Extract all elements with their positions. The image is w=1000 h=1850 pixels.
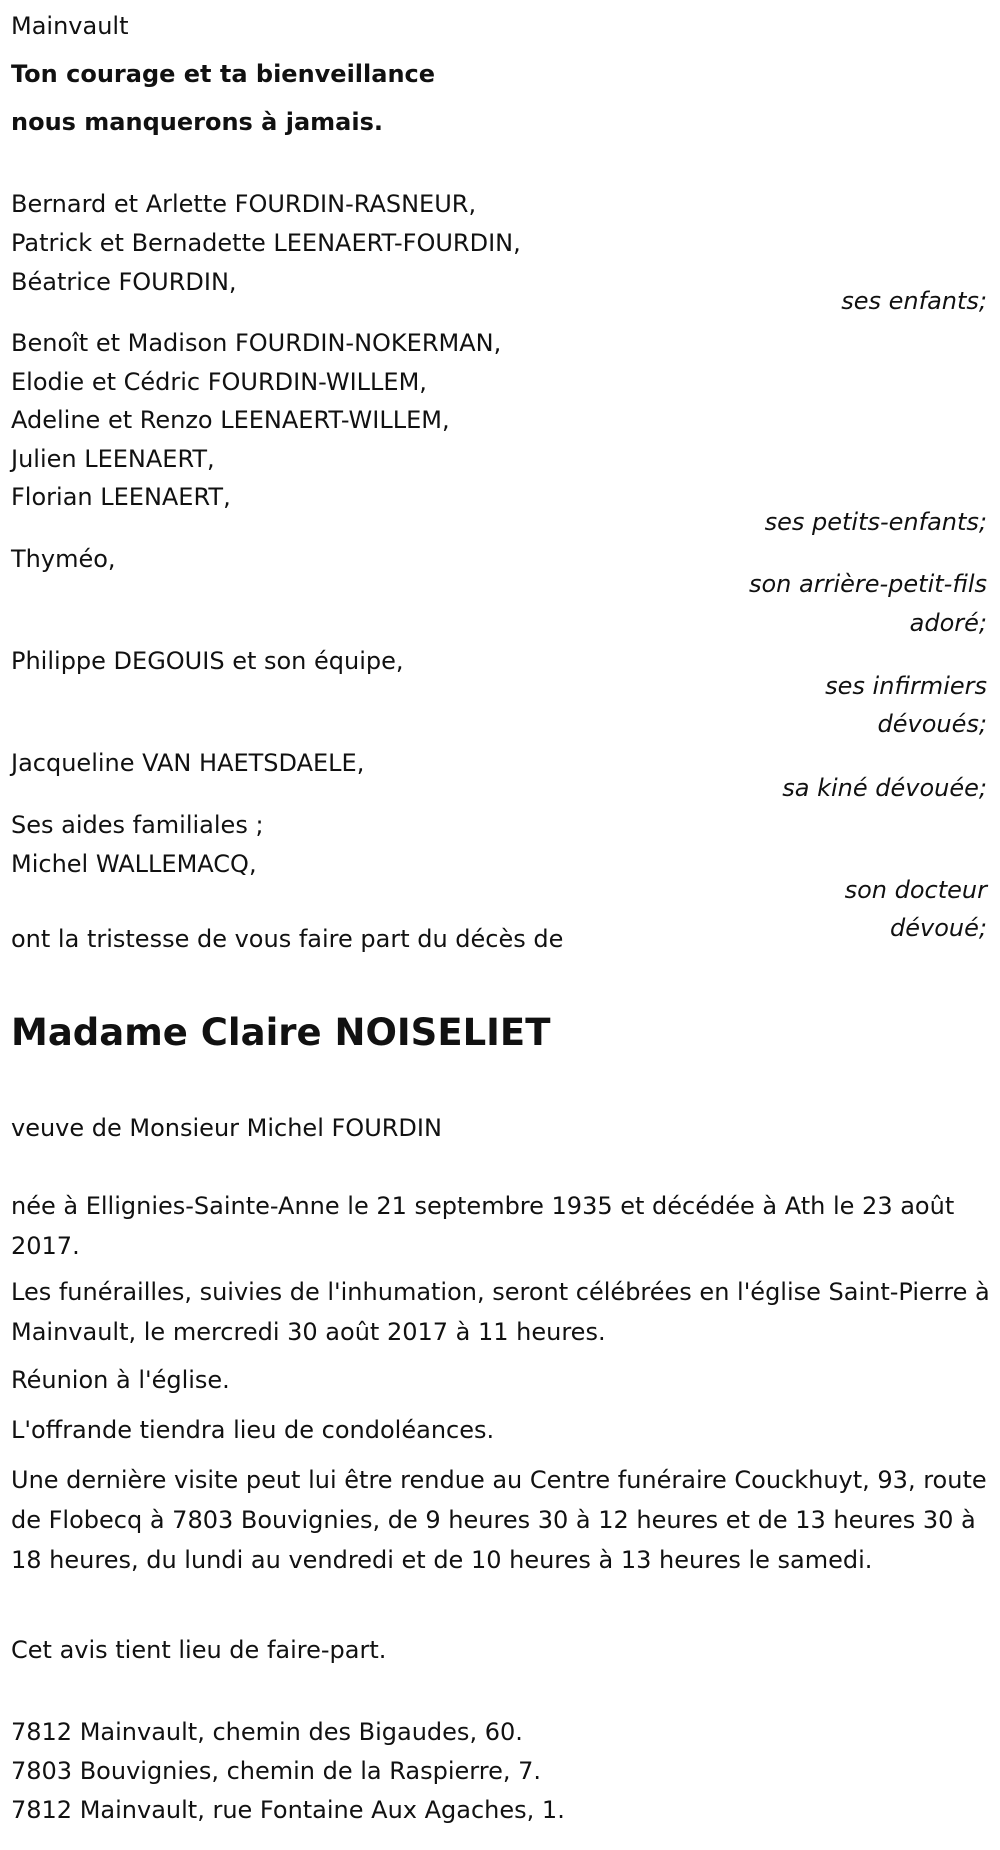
family-name: Jacqueline VAN HAETSDAELE,: [11, 749, 365, 777]
location: Mainvault: [11, 12, 129, 40]
family-name: Ses aides familiales ;: [11, 811, 264, 839]
family-name: Béatrice FOURDIN,: [11, 268, 237, 296]
family-role: dévoués;: [877, 710, 987, 738]
meeting-paragraph: Réunion à l'église.: [11, 1366, 230, 1394]
deceased-name: Madame Claire NOISELIET: [11, 1011, 551, 1054]
family-role: son arrière-petit-fils: [748, 570, 987, 598]
funeral-paragraph: Les funérailles, suivies de l'inhumation, seront célébrées en l'église Saint-Pierre à Mainvault, le mercredi 30 août 2017 à 11 heures.: [11, 1278, 990, 1346]
family-role: adoré;: [909, 609, 987, 637]
family-name: Adeline et Renzo LEENAERT-WILLEM,: [11, 406, 450, 434]
family-role: ses enfants;: [841, 287, 987, 315]
address-line: 7803 Bouvignies, chemin de la Raspierre, 7.: [11, 1757, 542, 1785]
family-role: son docteur: [844, 876, 987, 904]
family-name: Philippe DEGOUIS et son équipe,: [11, 647, 404, 675]
family-name: Julien LEENAERT,: [11, 445, 215, 473]
family-role: dévoué;: [890, 914, 987, 942]
offering-paragraph: L'offrande tiendra lieu de condoléances.: [11, 1416, 495, 1444]
motto-line-2: nous manquerons à jamais.: [11, 108, 383, 136]
family-name: Bernard et Arlette FOURDIN-RASNEUR,: [11, 190, 477, 218]
family-name: Benoît et Madison FOURDIN-NOKERMAN,: [11, 329, 502, 357]
family-role: ses petits-enfants;: [764, 508, 987, 536]
birth-death-paragraph: née à Ellignies-Sainte-Anne le 21 septembre 1935 et décédée à Ath le 23 août 2017.: [11, 1192, 955, 1260]
visit-paragraph: Une dernière visite peut lui être rendue au Centre funéraire Couckhuyt, 93, route de Flobecq à 7803 Bouvignies, de 9 heures 30 à 12 heures et de 13 heures 30 à 18 heures, du lundi au vendredi et de 10 heures à 13 heures le samedi.: [11, 1466, 987, 1574]
family-name: Elodie et Cédric FOURDIN-WILLEM,: [11, 368, 427, 396]
address-line: 7812 Mainvault, rue Fontaine Aux Agaches, 1.: [11, 1796, 565, 1824]
family-role: sa kiné dévouée;: [782, 774, 987, 802]
announcement: ont la tristesse de vous faire part du décès de: [11, 925, 564, 953]
motto-line-1: Ton courage et ta bienveillance: [11, 60, 436, 88]
family-name: Patrick et Bernadette LEENAERT-FOURDIN,: [11, 229, 521, 257]
family-role: ses infirmiers: [825, 672, 987, 700]
address-line: 7812 Mainvault, chemin des Bigaudes, 60.: [11, 1718, 523, 1746]
family-name: Michel WALLEMACQ,: [11, 850, 257, 878]
widow-of: veuve de Monsieur Michel FOURDIN: [11, 1114, 442, 1142]
family-name: Florian LEENAERT,: [11, 483, 231, 511]
family-name: Thyméo,: [11, 545, 116, 573]
notice-paragraph: Cet avis tient lieu de faire-part.: [11, 1636, 387, 1664]
